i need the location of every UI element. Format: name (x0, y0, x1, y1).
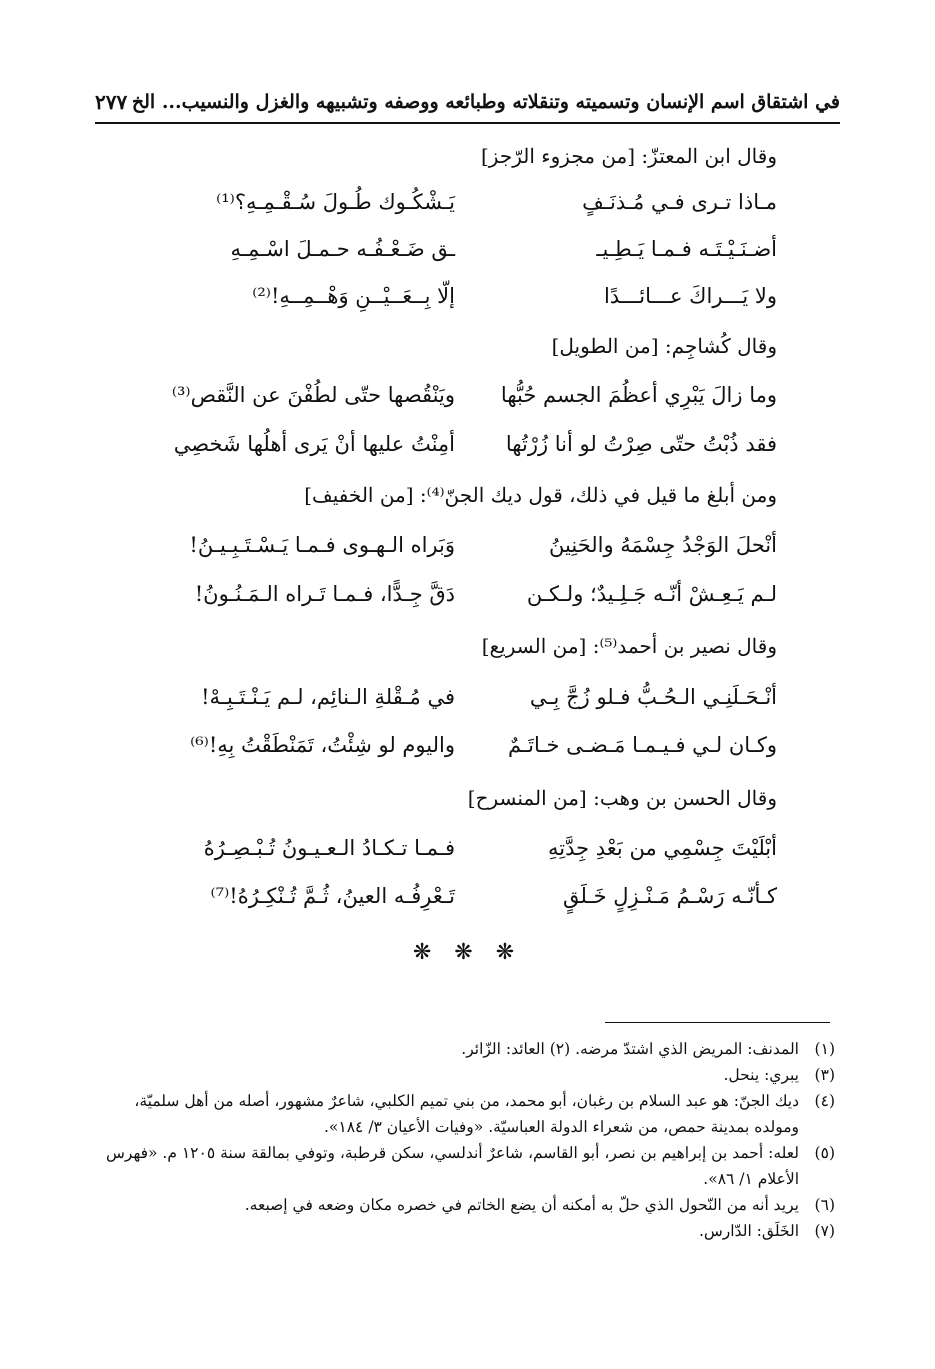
verse-second-hemistich: واليوم لو شِئْتُ، تَمَنْطَقْتُ بِهِ!⁽⁶⁾ (190, 733, 455, 757)
verse-first-hemistich: أضـنَـيْـتَـه فـمـا يَـطِـيـ (596, 237, 777, 261)
footnote (98, 1192, 835, 1218)
footnote-number: (١) (814, 1040, 835, 1058)
verse-second-hemistich: أمِنْتُ عليها أنْ يَرى أهلُها شَخصِي (173, 432, 455, 456)
verse-second-hemistich: ويَنْقُصها حتّى لطُفْنَ عن النَّقص⁽³⁾ (171, 383, 455, 407)
poem-intro: وقال ابن المعتزّ: [من مجزوء الرّجز] (481, 144, 777, 168)
verse-second-hemistich: فـمـا تـكـادُ الـعـيـونُ تُـبْـصِـرُهُ (203, 836, 455, 860)
verse-second-hemistich: في مُـقْلةِ الـنائِم، لـم يَـنْـتَـبِـهْ! (201, 685, 455, 709)
footnote (98, 1062, 835, 1088)
footnote-number: (٧) (814, 1222, 835, 1240)
footnote-text: ديك الجنّ: هو عبد السلام بن رغبان، أبو محمد، من بني تميم الكلبي، شاعرٌ مشهور، أصله من أهل سلميّة، ومولده بمدينة حمص، من شعراء الدولة العباسيّة. «وفيات الأعيان ٣/ ١٨٤». (134, 1092, 799, 1136)
footnote-text: لعله: أحمد بن إبراهيم بن نصر، أبو القاسم، شاعرٌ أندلسي، سكن قرطبة، وتوفي بمالقة سنة ١٢٠٥ م. «فهرس الأعلام ١/ ٨٦». (105, 1144, 799, 1188)
verse-first-hemistich: أنْـحَـلَنِـي الـحُـبُّ فـلو زُجَّ بِـي (529, 685, 777, 709)
footnote (98, 1140, 835, 1192)
verse-second-hemistich: تَـعْرِفُـه العينُ، ثُـمَّ تُـنْكِـرُهُ!⁽⁷⁾ (210, 884, 455, 908)
footnotes (98, 1036, 835, 1244)
verse-first-hemistich: مـاذا تـرى فـي مُـذنَـفٍ (582, 190, 777, 214)
verse-first-hemistich: وما زالَ يَبْرِي أعظُمَ الجسم حُبُّها (500, 383, 777, 407)
footnote-divider (605, 1022, 830, 1023)
poem-intro: وقال نصير بن أحمد⁽⁵⁾: [من السريع] (481, 634, 777, 658)
page-header (95, 82, 840, 124)
verse-second-hemistich: دَقَّ جِـدًّا، فـمـا تَـراه الـمَـنُـونُ! (194, 582, 455, 606)
footnote-number: (٥) (814, 1144, 835, 1162)
footnote-number: (٣) (814, 1066, 835, 1084)
section-separator: ❋ ❋ ❋ (412, 940, 523, 965)
verse-second-hemistich: إلّا بِــعَــيْــنِ وَهْــمِــهِ!⁽²⁾ (252, 284, 455, 308)
footnote-text: يبري: ينحل. (723, 1066, 799, 1084)
page-number: ٢٧٧ (95, 90, 128, 114)
footnote-text: يريد أنه من النّحول الذي حلّ به أمكنه أن يضع الخاتم في خصره مكان وضعه في إصبعه. (244, 1196, 799, 1214)
verse-first-hemistich: فقد ذُبْتُ حتّى صِرْتُ لو أنا زُرْتُها (505, 432, 777, 456)
verse-first-hemistich: لـم يَـعِـشْ أنّـه جَـلِـيدٌ؛ ولـكـن (526, 582, 777, 606)
footnote (98, 1036, 835, 1062)
verse-first-hemistich: كـأنّـه رَسْـمُ مَـنْـزِلٍ خَـلَقٍ (562, 884, 777, 908)
verse-first-hemistich: أنْحلَ الوَجْدُ جِسْمَهُ والحَنِينُ (549, 533, 777, 557)
footnote-number: (٤) (814, 1092, 835, 1110)
footnote (98, 1218, 835, 1244)
footnote-text: الخَلَق: الدّارس. (698, 1222, 799, 1240)
verse-second-hemistich: يَـشْكُـوك طُـولَ سُـقْـمِـهِ؟⁽¹⁾ (216, 190, 455, 214)
poem-intro: وقال كُشاجِم: [من الطويل] (551, 334, 777, 358)
poem-intro: ومن أبلغ ما قيل في ذلك، قول ديك الجنّ⁽⁴⁾: [من الخفيف] (304, 483, 777, 507)
verse-second-hemistich: ـق ضَـعْـفُـه حـمـلَ اسْـمِـهِ (230, 237, 455, 261)
footnote-number: (٦) (814, 1196, 835, 1214)
running-title: في اشتقاق اسم الإنسان وتسميته وتنقلاته وطبائعه ووصفه وتشبيهه والغزل والنسيب... الخ (131, 91, 840, 113)
footnote-text: المدنف: المريض الذي اشتدّ مرضه. (٢) العائد: الزّائر. (461, 1040, 799, 1058)
verse-second-hemistich: وَبَراه الـهـوى فـمـا يَـسْـتَـبِـيـنُ! (189, 533, 455, 557)
verse-first-hemistich: ولا يَـــراكَ عـــائـــدًا (603, 284, 777, 308)
verse-first-hemistich: أبْلَيْتَ جِسْمِي من بَعْدِ جِدَّتِهِ (548, 836, 777, 860)
poem-intro: وقال الحسن بن وهب: [من المنسرح] (467, 786, 777, 810)
verse-first-hemistich: وكـان لـي فـيـمـا مَـضـى خـاتَـمٌ (507, 733, 777, 757)
footnote (98, 1088, 835, 1140)
